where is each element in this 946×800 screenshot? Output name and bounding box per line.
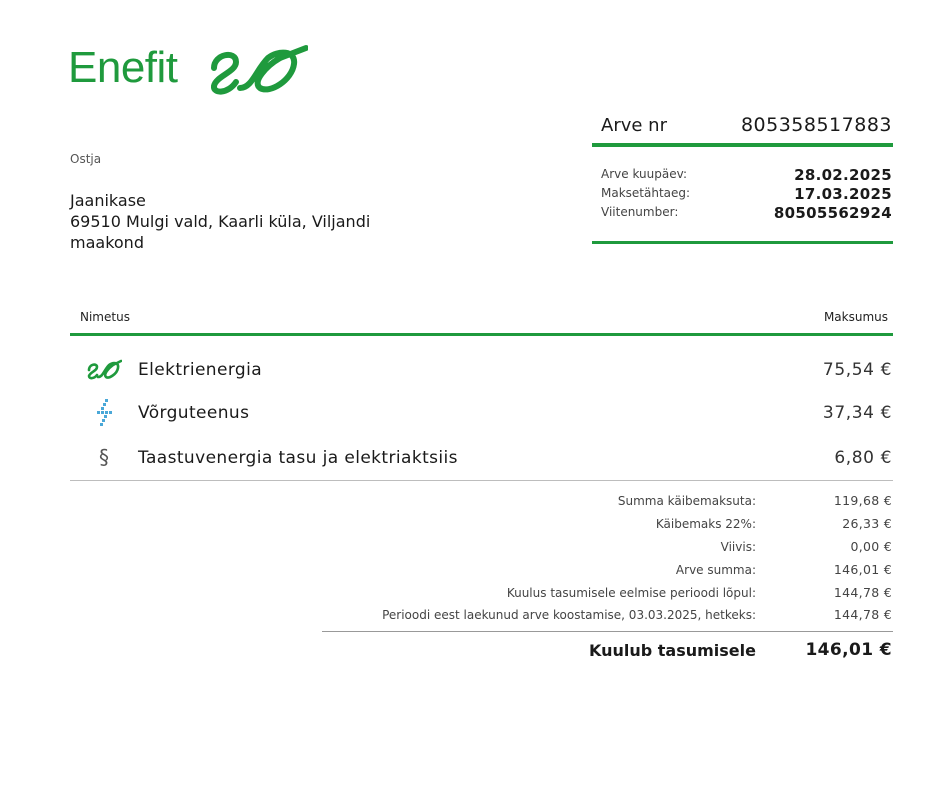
line-item-amount-electricity: 75,54 € <box>822 360 892 380</box>
summary-value-penalty: 0,00 € <box>850 539 892 554</box>
invoice-date: 28.02.2025 <box>794 166 892 184</box>
summary-label-penalty: Viivis: <box>720 540 756 554</box>
summary-label-invoice-sum: Arve summa: <box>675 563 756 577</box>
line-item-amount-network: 37,34 € <box>822 403 892 423</box>
reference-number-label: Viitenumber: <box>601 205 679 219</box>
invoice-number: 805358517883 <box>740 114 892 136</box>
table-bottom-divider <box>70 480 893 481</box>
enefit-mark-icon <box>86 355 122 385</box>
summary-value-received: 144,78 € <box>833 607 892 622</box>
table-header-divider <box>70 333 893 336</box>
summary-value-invoice-sum: 146,01 € <box>833 562 892 577</box>
summary-value-vat: 26,33 € <box>842 516 892 531</box>
summary-label-previous-due: Kuulus tasumisele eelmise perioodi lõpul: <box>506 586 756 600</box>
summary-label-net: Summa käibemaksuta: <box>617 494 756 508</box>
summary-label-vat: Käibemaks 22%: <box>655 517 756 531</box>
total-due-label: Kuulub tasumisele <box>588 641 756 660</box>
due-date-label: Maksetähtaeg: <box>601 186 691 200</box>
meta-divider <box>592 241 893 244</box>
buyer-address-block <box>70 190 390 253</box>
invoice-date-label: Arve kuupäev: <box>601 167 688 181</box>
buyer-name: Jaanikase <box>70 191 146 210</box>
due-date: 17.03.2025 <box>794 185 892 203</box>
brand-logo-text: Enefit <box>68 43 178 92</box>
column-name-header: Nimetus <box>80 310 130 324</box>
lightning-icon <box>86 397 122 427</box>
column-amount-header: Maksumus <box>823 310 888 324</box>
buyer-address: 69510 Mulgi vald, Kaarli küla, Viljandi maakond <box>70 212 371 252</box>
buyer-label: Ostja <box>70 152 102 166</box>
invoice-number-label: Arve nr <box>601 115 667 136</box>
summary-label-received: Perioodi eest laekunud arve koostamise, 03.03.2025, hetkeks: <box>382 608 756 622</box>
line-item-amount-renewable: 6,80 € <box>834 448 892 468</box>
reference-number: 80505562924 <box>773 204 892 222</box>
total-due-amount: 146,01 € <box>805 640 892 660</box>
summary-value-previous-due: 144,78 € <box>833 585 892 600</box>
summary-divider <box>322 631 893 632</box>
line-item-label-network: Võrguteenus <box>138 403 250 423</box>
line-item-label-renewable: Taastuvenergia tasu ja elektriaktsiis <box>138 448 458 468</box>
enefit-logo-icon <box>206 42 308 98</box>
line-item-label-electricity: Elektrienergia <box>138 360 263 380</box>
header-divider <box>592 143 893 147</box>
summary-value-net: 119,68 € <box>833 493 892 508</box>
section-sign-icon: § <box>99 445 109 469</box>
